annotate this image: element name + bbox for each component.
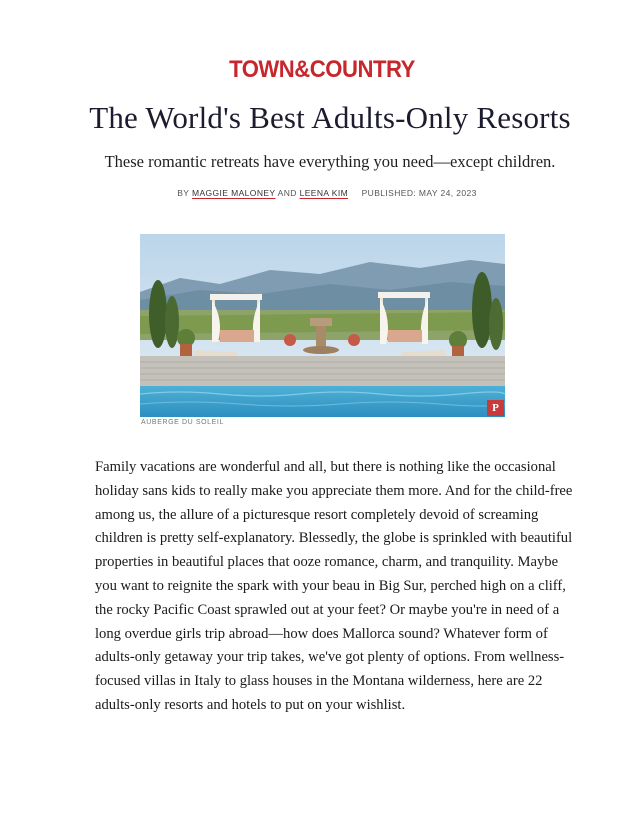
byline bbox=[0, 188, 644, 198]
article-dek: These romantic retreats have everything you need—except children. bbox=[104, 152, 556, 171]
article-body-paragraph: Family vacations are wonderful and all, but there is nothing like the occasional holiday sans kids to really make you appreciate them more. And for the child-free among us, the allure of a picturesque resort completely devoid of screaming children is pretty self-explanatory. Blessedly, the globe is sprinkled with beautiful properties in beautiful places that ooze romance, charm, and tranquility. Maybe you want to reignite the spark with your beau in Big Sur, perched high on a cliff, the rocky Pacific Coast sprawled out at your feet? Or maybe you're in need of a long overdue girls trip abroad—how does Mallorca sound? Whatever form of adults-only getaway your trip takes, we've got plenty of options. From wellness-focused villas in Italy to glass houses in the Montana wilderness, here are 22 adults-only resorts and hotels to put on your wishlist. bbox=[95, 459, 573, 713]
hero-image bbox=[140, 234, 505, 417]
resort-pool-illustration bbox=[140, 234, 505, 417]
published-label: PUBLISHED: bbox=[361, 188, 417, 198]
article-headline: The World's Best Adults-Only Resorts bbox=[89, 100, 571, 135]
pinterest-icon[interactable]: P bbox=[487, 400, 504, 416]
byline-by: BY bbox=[177, 188, 190, 198]
author-link-leena-kim[interactable]: LEENA KIM bbox=[299, 188, 349, 198]
author-link-maggie-maloney[interactable]: MAGGIE MALONEY bbox=[191, 188, 276, 198]
photo-credit: AUBERGE DU SOLEIL bbox=[141, 419, 224, 426]
byline-and: AND bbox=[277, 188, 297, 198]
site-logo[interactable]: TOWN&COUNTRY bbox=[229, 56, 415, 83]
published-date: MAY 24, 2023 bbox=[418, 188, 477, 198]
